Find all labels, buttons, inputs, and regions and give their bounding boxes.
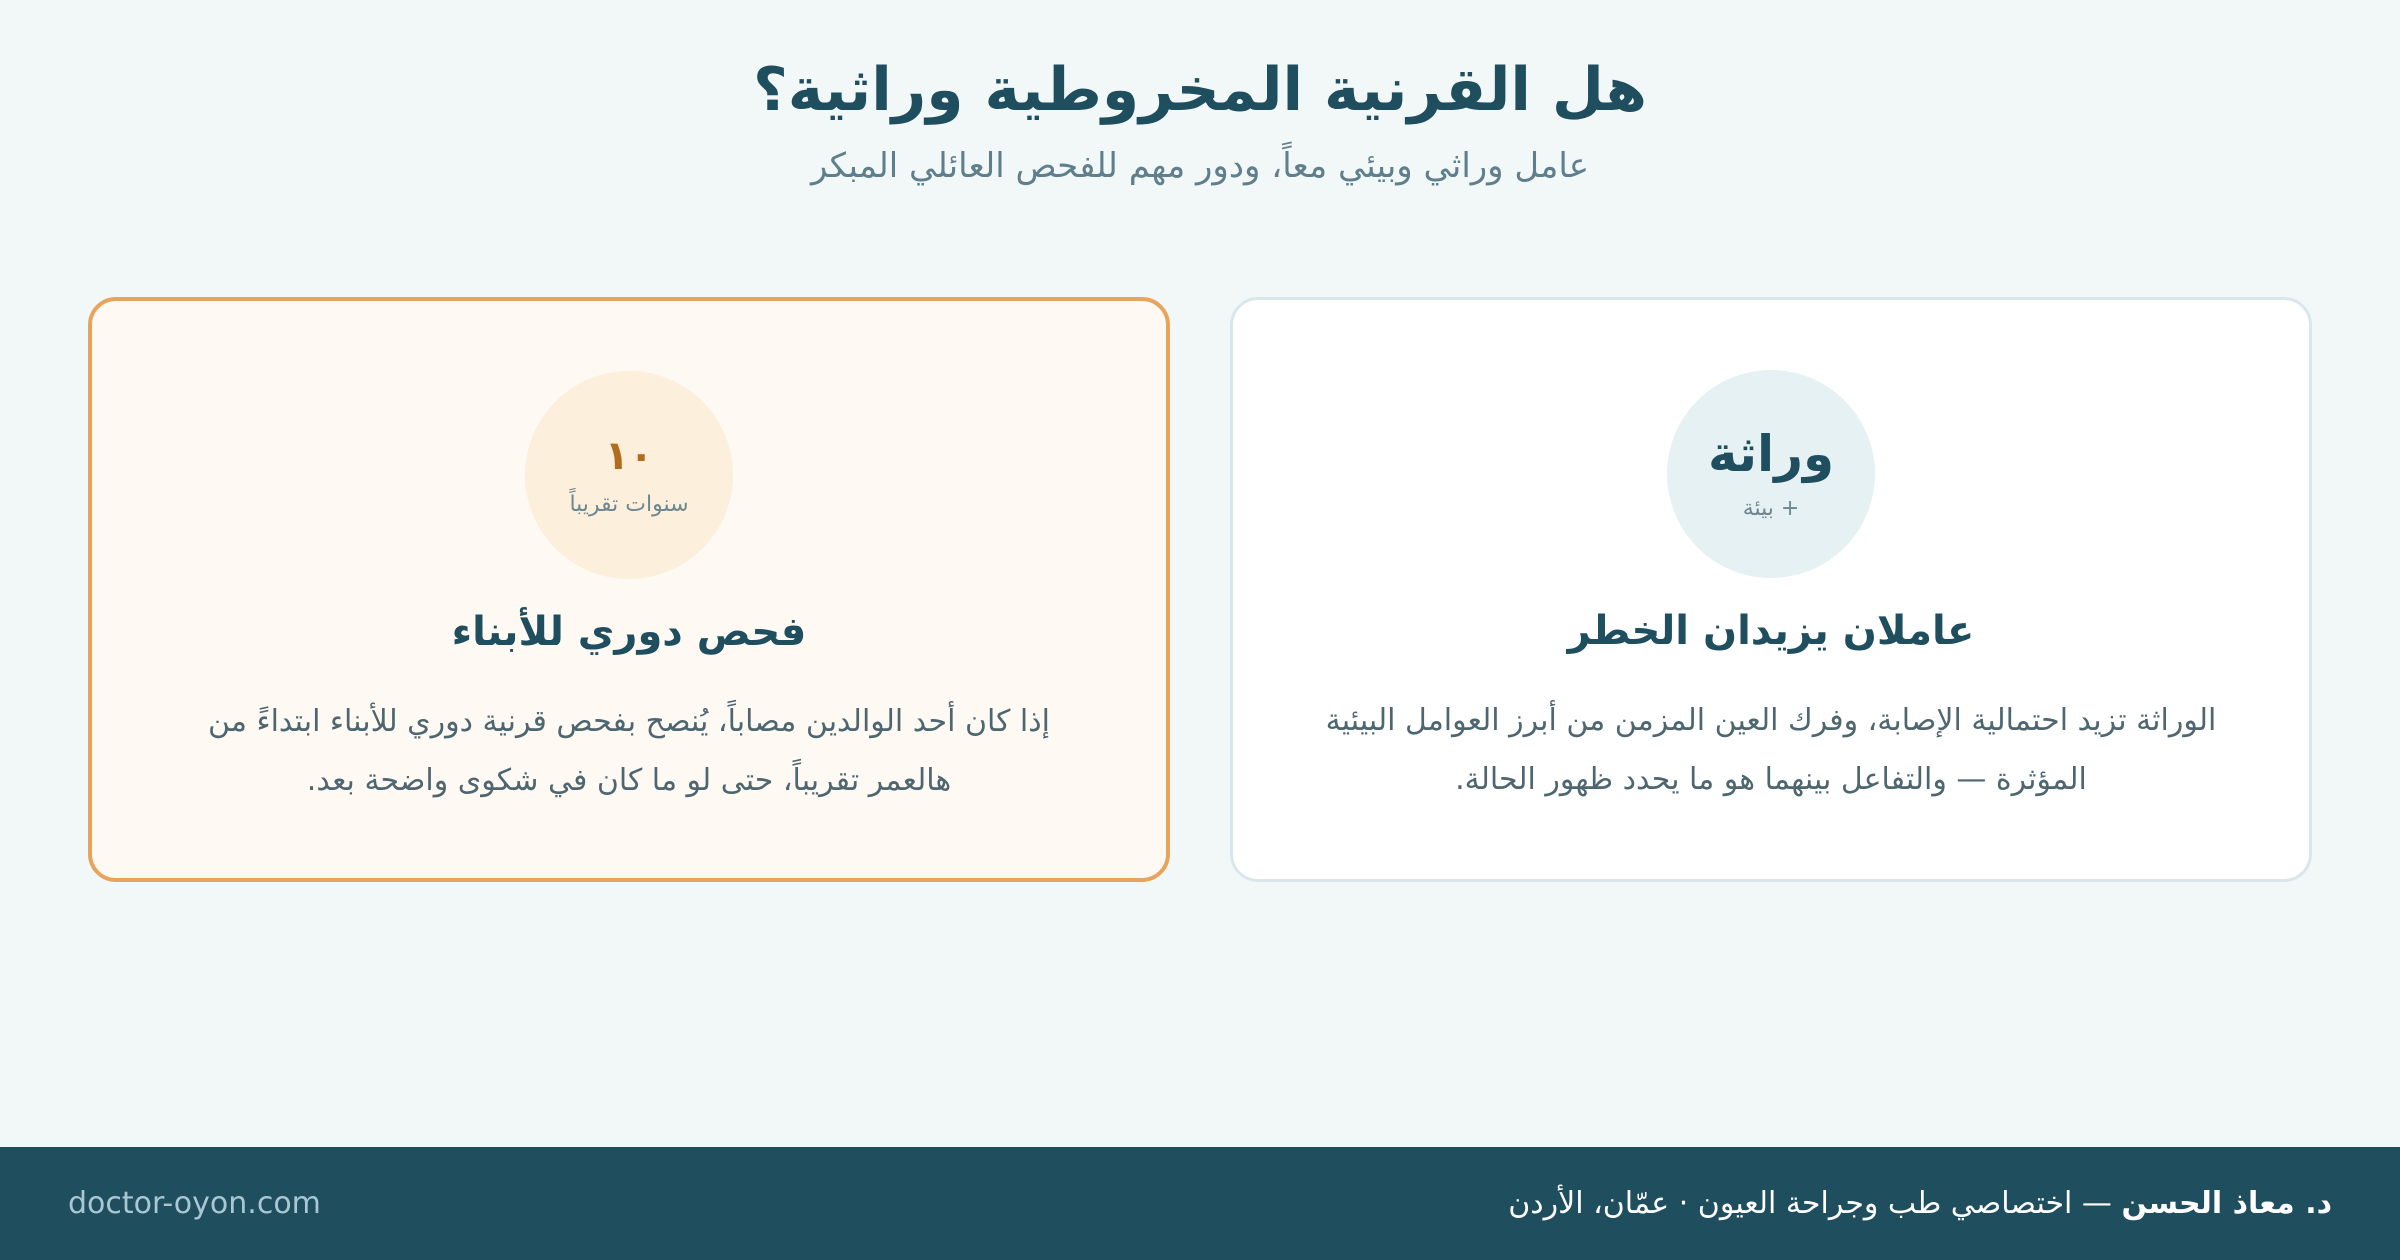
badge-sub-label: سنوات تقريباً <box>569 491 689 517</box>
card-title: فحص دوري للأبناء <box>451 609 807 655</box>
header <box>0 54 2400 188</box>
badge-main-label: وراثة <box>1707 425 1835 483</box>
badge-sub-label: + بيئة <box>1742 496 1800 521</box>
doctor-credentials: — اختصاصي طب وجراحة العيون · عمّان، الأردن <box>1508 1186 2122 1221</box>
badge-age <box>525 371 733 579</box>
card-children-screening <box>88 297 1170 882</box>
card-text: الوراثة تزيد احتمالية الإصابة، وفرك العين المزمن من أبرز العوامل البيئية المؤثرة — والتفاعل بينهما هو ما يحدد ظهور الحالة. <box>1325 703 2217 797</box>
website-link[interactable]: doctor-oyon.com <box>68 1186 321 1221</box>
page-title: هل القرنية المخروطية وراثية؟ <box>752 55 1648 125</box>
card-title: عاملان يزيدان الخطر <box>1567 608 1975 654</box>
badge-genetics <box>1667 370 1875 578</box>
footer-credit <box>1508 1186 2332 1221</box>
card-text: إذا كان أحد الوالدين مصاباً، يُنصح بفحص قرنية دوري للأبناء ابتداءً من هالعمر تقريباً، حتى لو ما كان في شكوى واضحة بعد. <box>208 704 1050 798</box>
footer <box>0 1147 2400 1260</box>
badge-main-label: ١٠ <box>604 432 654 479</box>
page-subtitle: عامل وراثي وبيئي معاً، ودور مهم للفحص العائلي المبكر <box>810 146 1590 186</box>
doctor-name: د. معاذ الحسن <box>2121 1186 2332 1221</box>
cards-row <box>88 297 2312 882</box>
card-risk-factors <box>1230 297 2312 882</box>
